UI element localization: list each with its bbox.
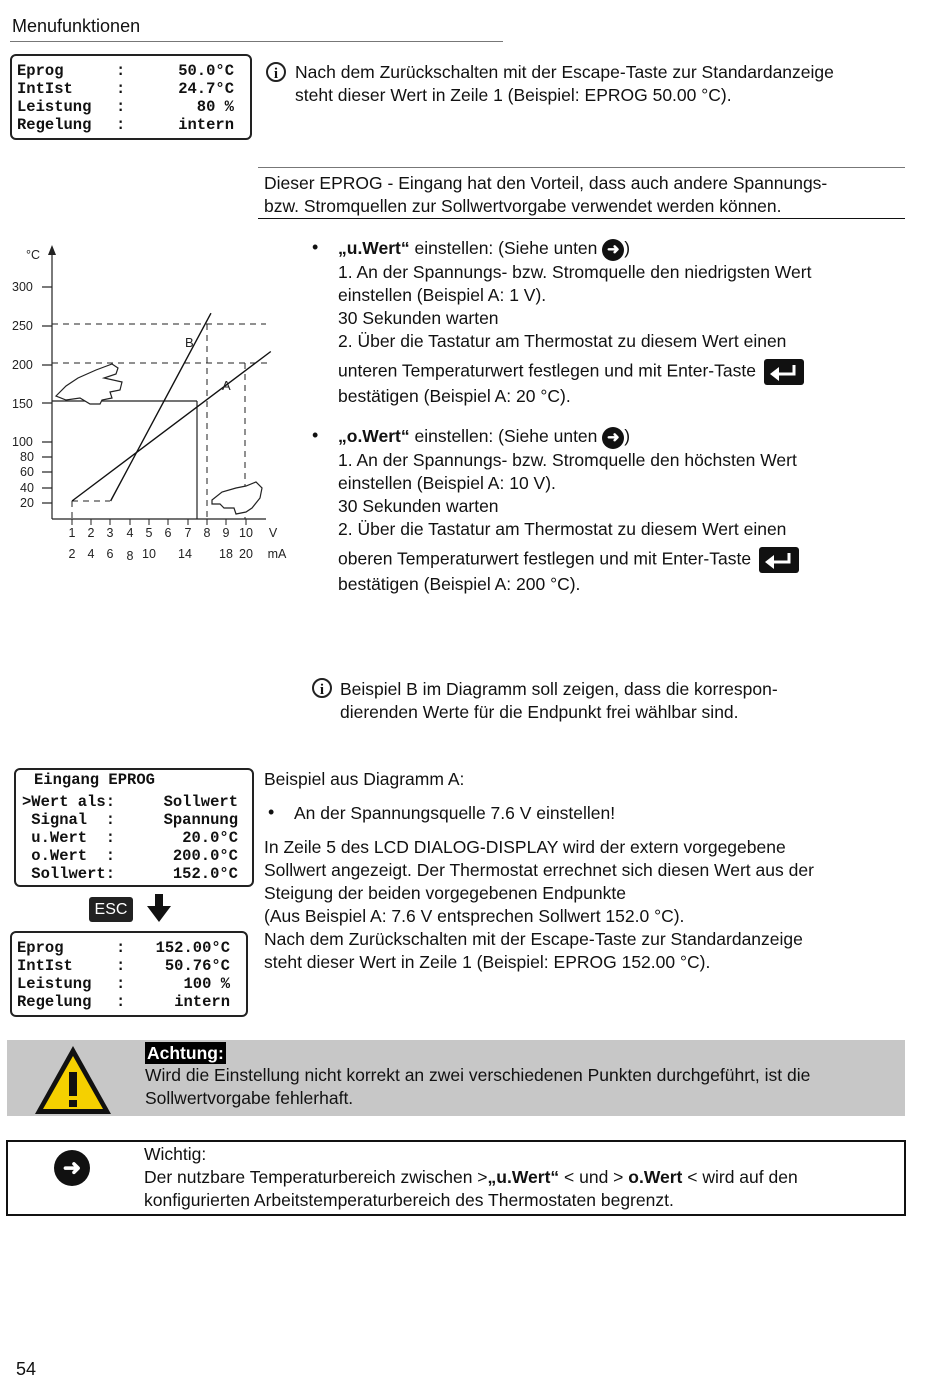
- lcd-label: Leistung: [17, 975, 92, 993]
- arrow-right-icon: ➜: [54, 1150, 90, 1186]
- lcd-label: Eprog: [17, 62, 64, 80]
- info-line: Nach dem Zurückschalten mit der Escape-Taste zur Standardanzeige: [295, 62, 834, 82]
- enter-key-icon: [764, 359, 804, 385]
- important-text-part: < und >: [559, 1167, 629, 1187]
- info-line: steht dieser Wert in Zeile 1 (Beispiel: EPROG 50.00 °C).: [295, 85, 732, 105]
- arrow-down-icon: [145, 892, 173, 924]
- steps-u-title: „u.Wert“: [338, 238, 410, 258]
- important-box: [6, 1140, 906, 1216]
- y-tick-label: 40: [20, 481, 34, 495]
- lcd-display-3: [10, 931, 248, 1017]
- header-divider: [10, 41, 503, 42]
- bullet-icon: •: [268, 802, 275, 822]
- lcd-label: Eprog: [17, 939, 64, 957]
- steps-u-wert: [338, 237, 908, 408]
- warning-triangle-icon: [33, 1044, 113, 1116]
- warning-text: [145, 1064, 905, 1110]
- intro-line: bzw. Stromquellen zur Sollwertvorgabe verwendet werden können.: [264, 196, 782, 216]
- lcd-display-eingang: [14, 768, 254, 887]
- step-line: 2. Über die Tastatur am Thermostat zu diesem Wert einen: [338, 331, 787, 351]
- bullet-icon: •: [312, 237, 319, 257]
- x-tick-label-v: 10: [239, 526, 253, 540]
- y-tick-label: 60: [20, 465, 34, 479]
- lcd-sep: :: [116, 993, 126, 1011]
- info-line: Beispiel B im Diagramm soll zeigen, dass die korrespon-: [340, 679, 778, 699]
- example-paragraph: [264, 836, 914, 974]
- x-tick-label-ma: 6: [106, 547, 114, 561]
- y-tick-label: 200: [12, 358, 33, 372]
- y-tick-label: 150: [12, 397, 33, 411]
- x-tick-label-v: 3: [106, 526, 114, 540]
- steps-o-wert: [338, 425, 908, 596]
- lcd-label: o.Wert :: [22, 847, 116, 865]
- x-axis-unit-v: V: [268, 526, 278, 540]
- example-line: Nach dem Zurückschalten mit der Escape-Taste zur Standardanzeige: [264, 929, 803, 949]
- x-tick-label-v: 8: [203, 526, 211, 540]
- step-line: 30 Sekunden warten: [338, 308, 499, 328]
- y-axis-arrow-icon: [48, 245, 56, 255]
- info-line: dierenden Werte für die Endpunkt frei wählbar sind.: [340, 702, 739, 722]
- x-tick-label-v: 4: [126, 526, 134, 540]
- lcd-value: intern: [174, 993, 230, 1011]
- example-line: In Zeile 5 des LCD DIALOG-DISPLAY wird der extern vorgegebene: [264, 837, 786, 857]
- arrow-right-icon: ➜: [602, 239, 624, 261]
- enter-key-icon: [759, 547, 799, 573]
- x-tick-label-v: 5: [145, 526, 153, 540]
- lcd-value: 80 %: [196, 98, 234, 116]
- important-text-part: < wird auf den: [682, 1167, 798, 1187]
- step-line: 2. Über die Tastatur am Thermostat zu diesem Wert einen: [338, 519, 787, 539]
- lcd-value: 50.76°C: [164, 957, 230, 975]
- y-tick-label: 80: [20, 450, 34, 464]
- step-line: bestätigen (Beispiel A: 200 °C).: [338, 574, 581, 594]
- lcd-value: 50.0°C: [178, 62, 234, 80]
- steps-o-title-rest: einstellen: (Siehe unten: [409, 426, 603, 446]
- lcd-label: >Wert als:: [22, 793, 116, 811]
- intro-line: Dieser EPROG - Eingang hat den Vorteil, dass auch andere Spannungs-: [264, 173, 828, 193]
- lcd-sep: :: [116, 80, 126, 98]
- x-tick-label-v: 2: [87, 526, 95, 540]
- important-text-part: Der nutzbare Temperaturbereich zwischen >: [144, 1167, 488, 1187]
- lcd-value: 200.0°C: [172, 847, 238, 865]
- steps-o-close: ): [624, 426, 631, 446]
- lcd-display-1: [10, 54, 252, 140]
- warning-box: [7, 1040, 905, 1116]
- x-axis-unit-ma: mA: [267, 547, 287, 561]
- lcd-label: IntIst: [17, 957, 73, 975]
- step-line: 30 Sekunden warten: [338, 496, 499, 516]
- series-label-a: A: [222, 378, 231, 393]
- page-number: 54: [16, 1359, 37, 1379]
- warning-title: Achtung:: [147, 1043, 224, 1063]
- lcd-label: Signal :: [22, 811, 116, 829]
- step-line: einstellen (Beispiel A: 1 V).: [338, 285, 547, 305]
- lcd-label: Regelung: [17, 116, 92, 134]
- steps-u-title-rest: einstellen: (Siehe unten: [409, 238, 603, 258]
- lcd-value: 24.7°C: [178, 80, 234, 98]
- lcd-sep: :: [116, 939, 126, 957]
- y-tick-label: 250: [12, 319, 33, 333]
- x-tick-label-v: 7: [184, 526, 192, 540]
- lcd-value: 100 %: [183, 975, 230, 993]
- intro-top-rule: [258, 167, 905, 168]
- y-tick-label: 300: [12, 280, 33, 294]
- info-icon: i: [312, 678, 332, 699]
- step-line: oberen Temperaturwert festlegen und mit Enter-Taste: [338, 548, 752, 569]
- lcd-label: Leistung: [17, 98, 92, 116]
- important-o-wert: o.Wert: [628, 1167, 683, 1187]
- lcd-title: Eingang EPROG: [34, 771, 155, 789]
- lcd-label: Regelung: [17, 993, 92, 1011]
- step-line: bestätigen (Beispiel A: 20 °C).: [338, 386, 571, 406]
- x-tick-label-ma: 2: [68, 547, 76, 561]
- lcd-label: Sollwert:: [22, 865, 116, 883]
- example-heading: Beispiel aus Diagramm A:: [264, 769, 465, 789]
- warning-line: Sollwertvorgabe fehlerhaft.: [145, 1088, 354, 1108]
- step-line: unteren Temperaturwert festlegen und mit Enter-Taste: [338, 360, 756, 381]
- important-u-wert: „u.Wert“: [487, 1167, 560, 1187]
- steps-o-title: „o.Wert“: [338, 426, 410, 446]
- lcd-sep: :: [116, 62, 126, 80]
- info-note-1: [295, 61, 915, 107]
- lcd-sep: :: [116, 116, 126, 134]
- y-axis-unit: °C: [26, 248, 41, 262]
- x-tick-label-ma: 10: [142, 547, 156, 561]
- step-line: 1. An der Spannungs- bzw. Stromquelle den niedrigsten Wert: [338, 262, 812, 282]
- y-tick-label: 20: [20, 496, 34, 510]
- x-tick-label-v: 6: [164, 526, 172, 540]
- steps-u-close: ): [624, 238, 631, 258]
- page-header: Menufunktionen: [12, 16, 141, 36]
- example-line: steht dieser Wert in Zeile 1 (Beispiel: EPROG 152.00 °C).: [264, 952, 711, 972]
- x-tick-label-v: 9: [222, 526, 230, 540]
- step-line: einstellen (Beispiel A: 10 V).: [338, 473, 556, 493]
- arrow-right-icon: ➜: [602, 427, 624, 449]
- important-title: Wichtig:: [144, 1144, 207, 1164]
- calibration-diagram: [0, 238, 300, 568]
- step-line: 1. An der Spannungs- bzw. Stromquelle den höchsten Wert: [338, 450, 797, 470]
- warning-line: Wird die Einstellung nicht korrekt an zwei verschiedenen Punkten durchgeführt, ist die: [145, 1065, 811, 1085]
- info-note-2: [340, 678, 900, 724]
- lcd-value: 152.00°C: [155, 939, 230, 957]
- important-text: [144, 1143, 894, 1212]
- lcd-label: u.Wert :: [22, 829, 116, 847]
- lcd-sep: :: [116, 98, 126, 116]
- lcd-label: IntIst: [17, 80, 73, 98]
- example-bullet: An der Spannungsquelle 7.6 V einstellen!: [294, 803, 616, 823]
- x-tick-label-v: 1: [68, 526, 76, 540]
- example-line: (Aus Beispiel A: 7.6 V entsprechen Sollwert 152.0 °C).: [264, 906, 685, 926]
- x-tick-label-ma: 18: [219, 547, 233, 561]
- lcd-value: intern: [178, 116, 234, 134]
- example-line: Sollwert angezeigt. Der Thermostat errechnet sich diesen Wert aus der: [264, 860, 814, 880]
- series-label-b: B: [185, 335, 194, 350]
- lcd-sep: :: [116, 975, 126, 993]
- lcd-value: 20.0°C: [182, 829, 238, 847]
- x-tick-label-ma: 4: [87, 547, 95, 561]
- x-tick-label-ma: 20: [239, 547, 253, 561]
- lcd-value: 152.0°C: [172, 865, 238, 883]
- bullet-icon: •: [312, 425, 319, 445]
- important-line: konfigurierten Arbeitstemperaturbereich des Thermostaten begrenzt.: [144, 1190, 674, 1210]
- intro-text: [264, 172, 904, 218]
- x-tick-label-ma: 8: [126, 549, 134, 563]
- lcd-value: Sollwert: [163, 793, 238, 811]
- example-line: Steigung der beiden vorgegebenen Endpunkte: [264, 883, 626, 903]
- pointing-hand-right-icon: [212, 482, 262, 514]
- esc-key: ESC: [89, 897, 133, 922]
- lcd-value: Spannung: [163, 811, 238, 829]
- lcd-sep: :: [116, 957, 126, 975]
- y-tick-label: 100: [12, 435, 33, 449]
- x-tick-label-ma: 14: [178, 547, 192, 561]
- pointing-hand-left-icon: [56, 364, 122, 404]
- intro-bottom-rule: [258, 218, 905, 219]
- info-icon: i: [266, 62, 286, 83]
